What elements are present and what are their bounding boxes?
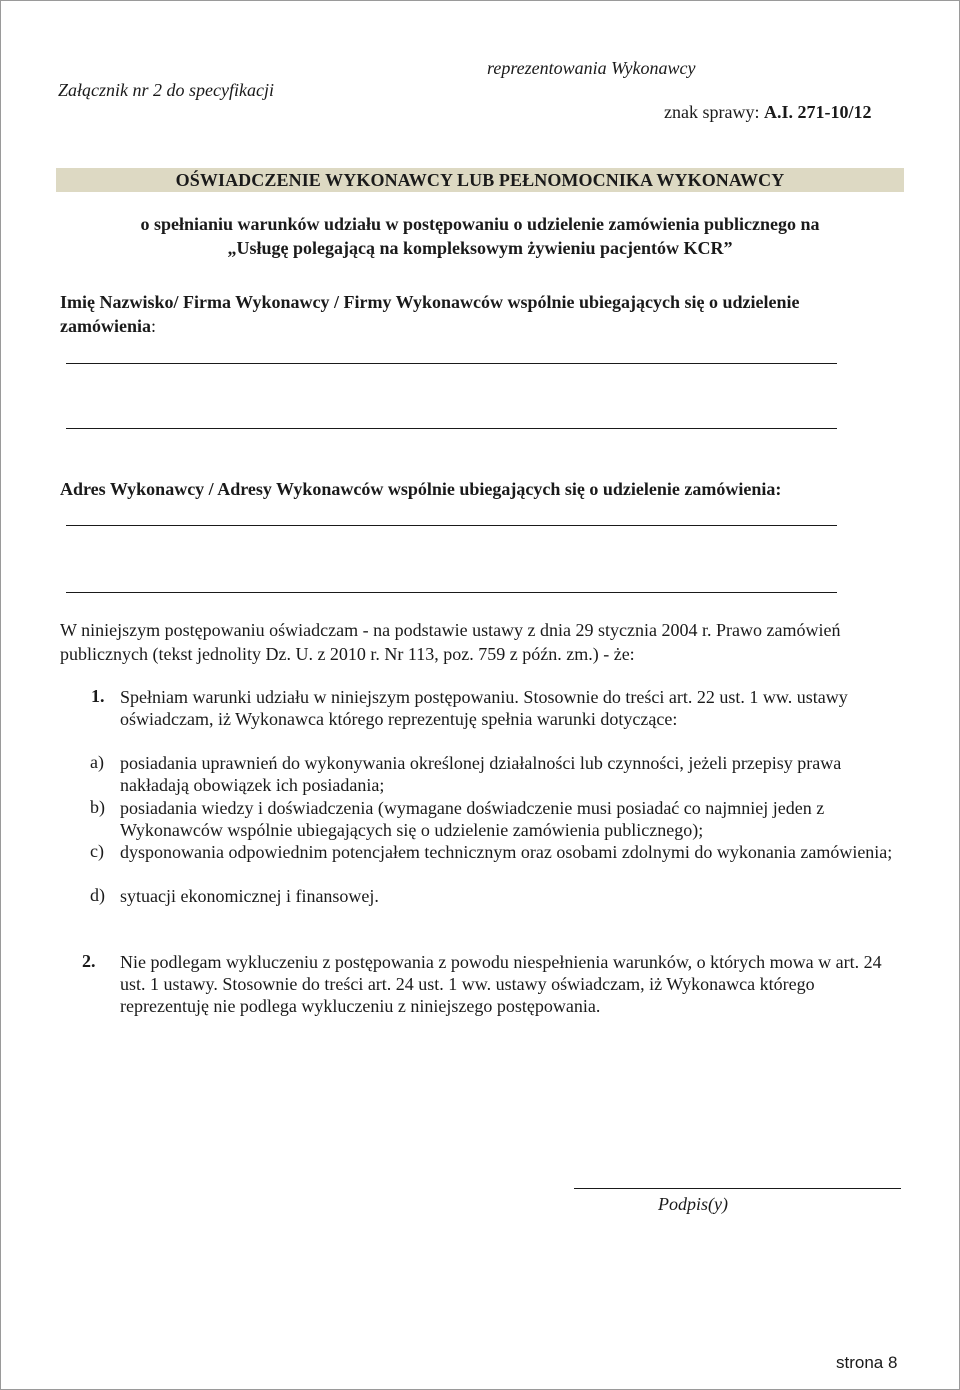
statement-line-2: publicznych (tekst jednolity Dz. U. z 2010 r. Nr 113, poz. 759 z późn. zm.) - że: xyxy=(60,644,635,664)
signature-line[interactable] xyxy=(574,1188,901,1189)
case-prefix: znak sprawy: xyxy=(664,102,760,122)
condition-c-marker: c) xyxy=(90,841,104,861)
condition-b-text: posiadania wiedzy i doświadczenia (wymagane doświadczenie musi posiadać co najmniej jeden z Wykonawców wspólnie ubiegających się o udzielenie zamówienia publicznego); xyxy=(120,798,825,840)
contractor-name-field-2[interactable] xyxy=(66,428,837,429)
subject-line-2: „Usługę polegającą na kompleksowym żywieniu pacjentów KCR” xyxy=(227,238,733,258)
contractor-address-label: Adres Wykonawcy / Adresy Wykonawców wspólnie ubiegających się o udzielenie zamówienia: xyxy=(60,479,782,499)
condition-a-marker: a) xyxy=(90,752,104,772)
contractor-name-label-word: zamówienia xyxy=(60,316,151,336)
point-1-text: Spełniam warunki udziału w niniejszym postępowaniu. Stosownie do treści art. 22 ust. 1 ww. ustawy oświadczam, iż Wykonawca którego reprezentuję spełnia warunki dotyczące: xyxy=(120,687,848,729)
condition-d-text: sytuacji ekonomicznej i finansowej. xyxy=(120,886,379,906)
point-2-text: Nie podlegam wykluczeniu z postępowania z powodu niespełnienia warunków, o których mowa w art. 24 ust. 1 ustawy. Stosownie do treści art. 24 ust. 1 ww. ustawy oświadczam, iż Wykonawca którego reprezentuję nie podlega wykluczeniu z niniejszego postępowania. xyxy=(120,952,882,1016)
subject-line-1: o spełnianiu warunków udziału w postępowaniu o udzielenie zamówienia publicznego na xyxy=(140,214,820,234)
contractor-name-field-1[interactable] xyxy=(66,363,837,364)
condition-c-text: dysponowania odpowiednim potencjałem technicznym oraz osobami zdolnymi do wykonania zamówienia; xyxy=(120,842,893,862)
signature-label: Podpis(y) xyxy=(658,1194,728,1214)
statement-line-1: W niniejszym postępowaniu oświadczam - na podstawie ustawy z dnia 29 stycznia 2004 r. Prawo zamówień xyxy=(60,620,841,640)
condition-a-text: posiadania uprawnień do wykonywania określonej działalności lub czynności, jeżeli przepisy prawa nakładają obowiązek ich posiadania; xyxy=(120,753,842,795)
attachment-label: Załącznik nr 2 do specyfikacji xyxy=(58,80,274,100)
representation-note: reprezentowania Wykonawcy xyxy=(487,58,696,78)
point-2-number: 2. xyxy=(82,951,96,971)
point-1-number: 1. xyxy=(91,686,105,706)
contractor-name-colon: : xyxy=(150,316,156,336)
document-title: OŚWIADCZENIE WYKONAWCY LUB PEŁNOMOCNIKA WYKONAWCY xyxy=(175,170,785,190)
contractor-name-label-cont xyxy=(60,316,156,337)
page-number: strona 8 xyxy=(836,1353,898,1372)
condition-d-marker: d) xyxy=(90,885,105,905)
contractor-address-field-2[interactable] xyxy=(66,592,837,593)
condition-b-marker: b) xyxy=(90,797,105,817)
contractor-address-field-1[interactable] xyxy=(66,525,837,526)
case-number: A.I. 271-10/12 xyxy=(763,102,872,122)
contractor-name-label: Imię Nazwisko/ Firma Wykonawcy / Firmy Wykonawców wspólnie ubiegających się o udzielenie xyxy=(60,292,800,312)
case-reference xyxy=(664,102,871,123)
